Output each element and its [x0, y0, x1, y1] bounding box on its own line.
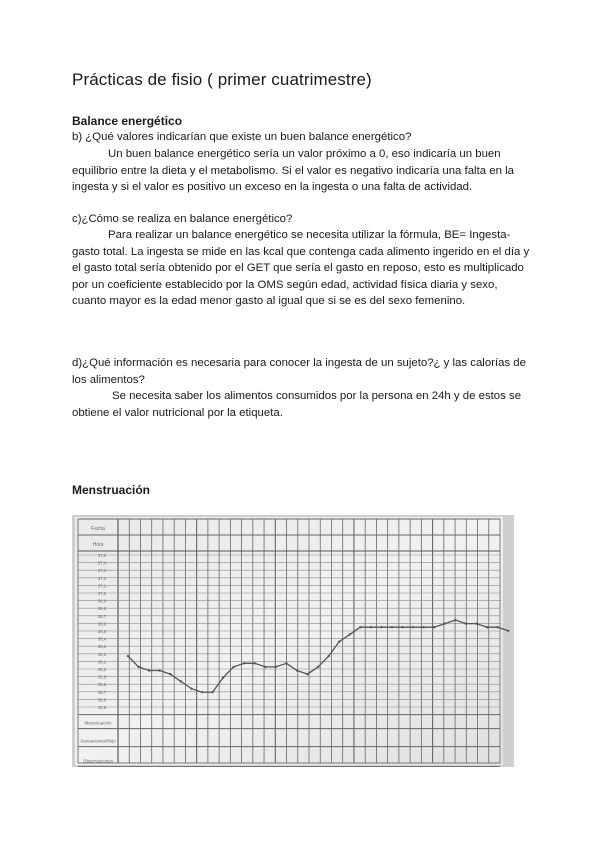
- temperature-point: [148, 669, 150, 671]
- temperature-point: [317, 666, 319, 668]
- answer-d: Se necesita saber los alimentos consumidos por la persona en 24h y de estos se obtiene el valor nutricional por la etiqueta.: [72, 390, 522, 419]
- temp-label: 37,0: [97, 591, 107, 596]
- temp-label: 36,2: [97, 651, 107, 657]
- temperature-point: [211, 691, 213, 693]
- temperature-point: [127, 655, 129, 657]
- temperature-point: [243, 662, 245, 664]
- temp-label: 35,5: [97, 705, 107, 710]
- temperature-point: [190, 687, 192, 689]
- row-label-fecha: Fecha: [91, 526, 105, 532]
- temperature-point: [496, 626, 498, 628]
- temperature-point: [180, 680, 182, 682]
- bottom-row-label: Sensaciones/flujo: [80, 738, 116, 744]
- section-heading-balance: Balance energético: [72, 114, 183, 128]
- temp-label: 35,7: [97, 689, 107, 695]
- temperature-point: [401, 626, 403, 628]
- temperature-point: [338, 640, 340, 642]
- temperature-point: [201, 691, 203, 693]
- temperature-point: [412, 626, 414, 628]
- page-title: Prácticas de fisio ( primer cuatrimestre): [72, 70, 372, 89]
- temperature-point: [275, 666, 277, 668]
- temperature-point: [475, 622, 477, 624]
- temperature-point: [444, 622, 446, 624]
- temperature-point: [296, 669, 298, 671]
- temperature-point: [306, 673, 308, 675]
- temperature-chart-photo: [72, 515, 514, 767]
- temp-label: 37,2: [97, 575, 107, 581]
- temperature-point: [433, 626, 435, 628]
- temp-label: 36,1: [97, 659, 107, 665]
- temp-label: 35,8: [97, 682, 107, 688]
- temperature-point: [327, 655, 329, 657]
- section-heading-menstruacion: Menstruación: [72, 483, 151, 497]
- temperature-point: [158, 669, 160, 671]
- temperature-point: [254, 662, 256, 664]
- temperature-point: [380, 626, 382, 628]
- temp-label: 37,1: [97, 583, 107, 589]
- bottom-row-label: Observaciones: [82, 758, 114, 764]
- question-d: d)¿Qué información es necesaria para conocer la ingesta de un sujeto?¿ y las calorías de los alimentos?: [72, 357, 526, 386]
- temp-label: 36,0: [97, 667, 107, 672]
- temp-label: 37,5: [97, 553, 107, 558]
- temperature-point: [285, 662, 287, 664]
- temperature-point: [507, 630, 509, 632]
- temp-label: 36,9: [97, 598, 107, 604]
- temp-label: 35,6: [97, 697, 107, 703]
- question-c: c)¿Cómo se realiza en balance energético?: [72, 213, 293, 225]
- row-label-hora: Hora: [92, 542, 104, 548]
- temperature-point: [222, 677, 224, 679]
- temperature-point: [169, 673, 171, 675]
- temperature-point: [264, 666, 266, 668]
- bottom-row-label: Menstruación: [84, 720, 112, 726]
- temperature-point: [359, 626, 361, 628]
- answer-c: Para realizar un balance energético se necesita utilizar la fórmula, BE= Ingesta- gasto total. La ingesta se mide en las kcal que contenga cada alimento ingerido en el día y el gasto total sería obtenido por el GET que sería el gasto en reposo, esto es multiplicado por un coeficiente establecido por la OMS según edad, actividad física diaria y sexo, cuanto mayor es la edad menor gasto al igual que si se es del sexo femenino.: [72, 229, 530, 308]
- temp-label: 36,4: [97, 636, 107, 642]
- temperature-point: [465, 622, 467, 624]
- temp-label: 37,4: [97, 560, 107, 566]
- temperature-point: [454, 619, 456, 621]
- temperature-point: [486, 626, 488, 628]
- temperature-point: [232, 666, 234, 668]
- temperature-point: [349, 633, 351, 635]
- question-b: b) ¿Qué valores indicarían que existe un buen balance energético?: [72, 131, 412, 143]
- paper-sheet: [75, 517, 503, 765]
- temp-label: 37,3: [97, 568, 107, 574]
- temp-label: 36,7: [97, 613, 107, 619]
- temperature-point: [391, 626, 393, 628]
- temperature-point: [370, 626, 372, 628]
- temp-label: 36,8: [97, 606, 107, 612]
- temp-label: 36,6: [97, 621, 107, 627]
- answer-b: Un buen balance energético sería un valor próximo a 0, eso indicaría un buen equilibrio entre la dieta y el metabolismo. Si el valor es negativo indicaría una falta en la ingesta y si el valor es positivo un exceso en la ingesta o una falta de actividad.: [72, 148, 514, 194]
- temp-label: 36,5: [97, 629, 107, 634]
- temperature-point: [137, 666, 139, 668]
- temp-label: 36,3: [97, 644, 107, 650]
- temperature-point: [423, 626, 425, 628]
- temp-label: 35,9: [97, 674, 107, 680]
